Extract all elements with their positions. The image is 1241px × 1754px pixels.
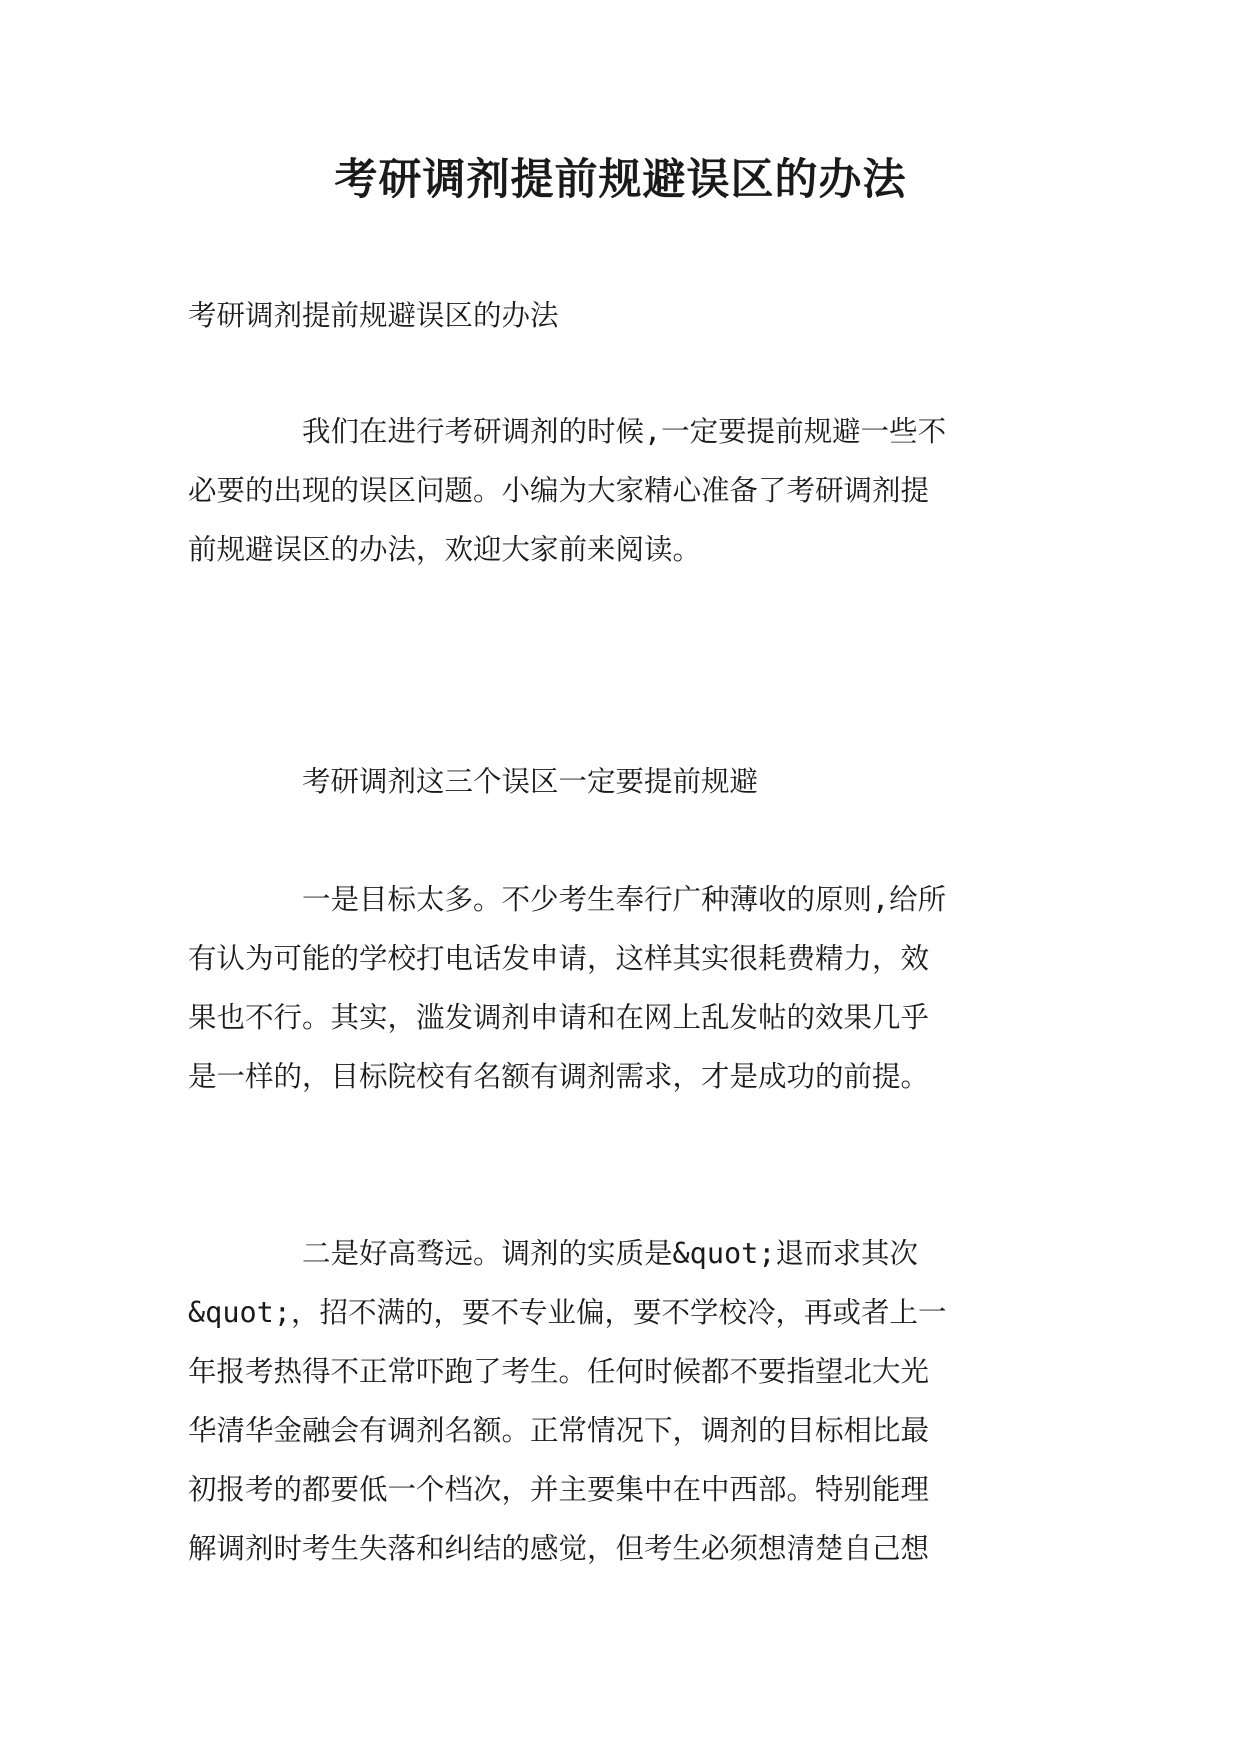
document-subtitle: 考研调剂提前规避误区的办法 bbox=[188, 299, 559, 332]
paragraph-mistake-one: 一是目标太多。不少考生奉行广种薄收的原则,给所 有认为可能的学校打电话发申请，这样其实很耗费精力，效 果也不行。其实，滥发调剂申请和在网上乱发帖的效果几乎 是一样的，目标院校有名额有调剂需求，才是成功的前提。 bbox=[188, 883, 947, 1093]
intro-paragraph: 我们在进行考研调剂的时候,一定要提前规避一些不 必要的出现的误区问题。小编为大家精心准备了考研调剂提 前规避误区的办法，欢迎大家前来阅读。 bbox=[188, 415, 947, 566]
paragraph-mistake-two: 二是好高骛远。调剂的实质是&quot;退而求其次 &quot;，招不满的，要不专业偏，要不学校冷，再或者上一 年报考热得不正常吓跑了考生。任何时候都不要指望北大光 华清华金融会有调剂名额。正常情况下，调剂的目标相比最 初报考的都要低一个档次，并主要集中在中西部。特别能理 解调剂时考生失落和纠结的感觉，但考生必须想清楚自己想 bbox=[188, 1237, 947, 1565]
section-heading: 考研调剂这三个误区一定要提前规避 bbox=[302, 765, 759, 798]
document-title: 考研调剂提前规避误区的办法 bbox=[334, 155, 907, 205]
